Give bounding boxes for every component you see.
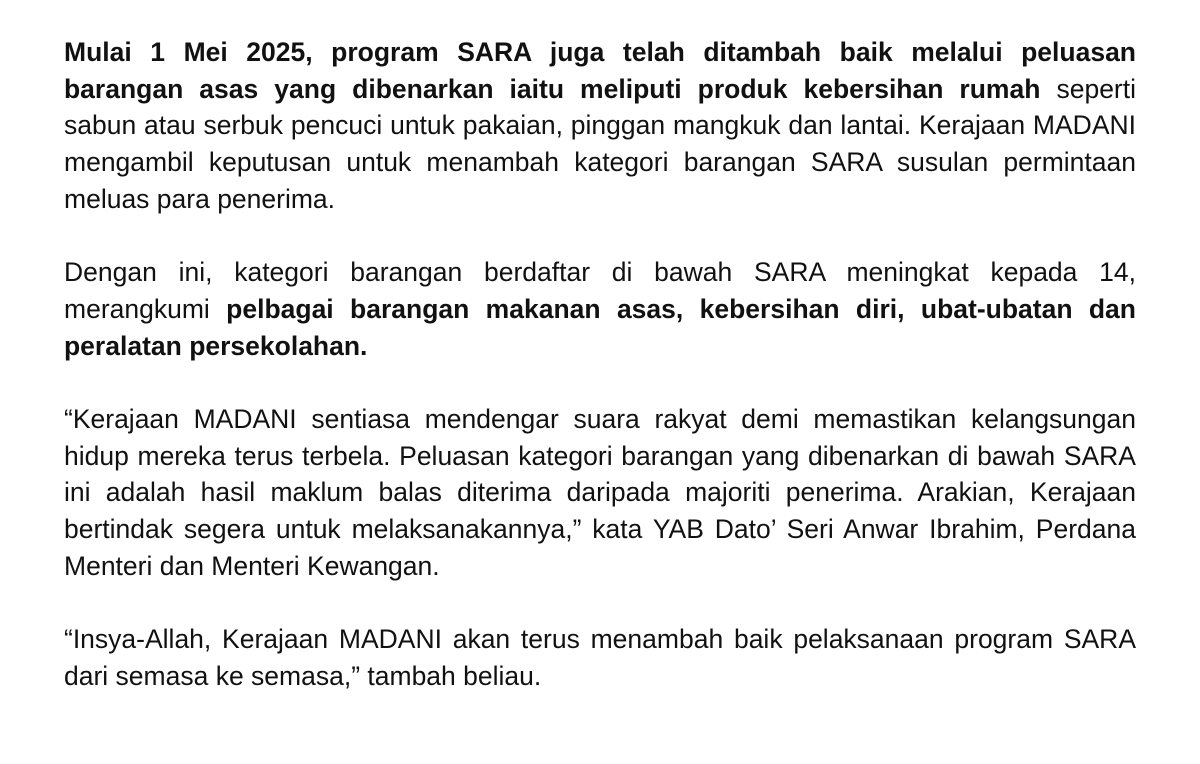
paragraph-4-body: “Insya-Allah, Kerajaan MADANI akan terus menambah baik pelaksanaan program SARA dari semasa ke semasa,” tambah beliau. bbox=[64, 624, 1136, 691]
paragraph-1-body: seperti sabun atau serbuk pencuci untuk pakaian, pinggan mangkuk dan lantai. Kerajaan MADANI mengambil keputusan untuk menambah kategori barangan SARA susulan permintaan meluas para penerima. bbox=[64, 73, 1137, 214]
paragraph-2-body: Dengan ini, kategori barangan berdaftar di bawah SARA meningkat kepada 14, merangkumi bbox=[64, 257, 1136, 324]
paragraph-1-bold-lead: Mulai 1 Mei 2025, program SARA juga telah ditambah baik melalui peluasan barangan asas yang dibenarkan iaitu meliputi produk kebersihan rumah bbox=[64, 37, 1136, 104]
document-body bbox=[64, 34, 1136, 695]
paragraph-category-count bbox=[64, 254, 1136, 364]
paragraph-closing-quote bbox=[64, 621, 1136, 694]
paragraph-pm-quote bbox=[64, 401, 1136, 585]
paragraph-2-bold-tail: pelbagai barangan makanan asas, kebersihan diri, ubat-ubatan dan peralatan persekolahan. bbox=[64, 293, 1136, 361]
paragraph-3-body: “Kerajaan MADANI sentiasa mendengar suara rakyat demi memastikan kelangsungan hidup mereka terus terbela. Peluasan kategori barangan yang dibenarkan di bawah SARA ini adalah hasil maklum balas diterima daripada majoriti penerima. Arakian, Kerajaan bertindak segera untuk melaksanakannya,” kata YAB Dato’ Seri Anwar Ibrahim, Perdana Menteri dan Menteri Kewangan. bbox=[64, 404, 1136, 581]
paragraph-sabun-expansion bbox=[64, 34, 1136, 218]
